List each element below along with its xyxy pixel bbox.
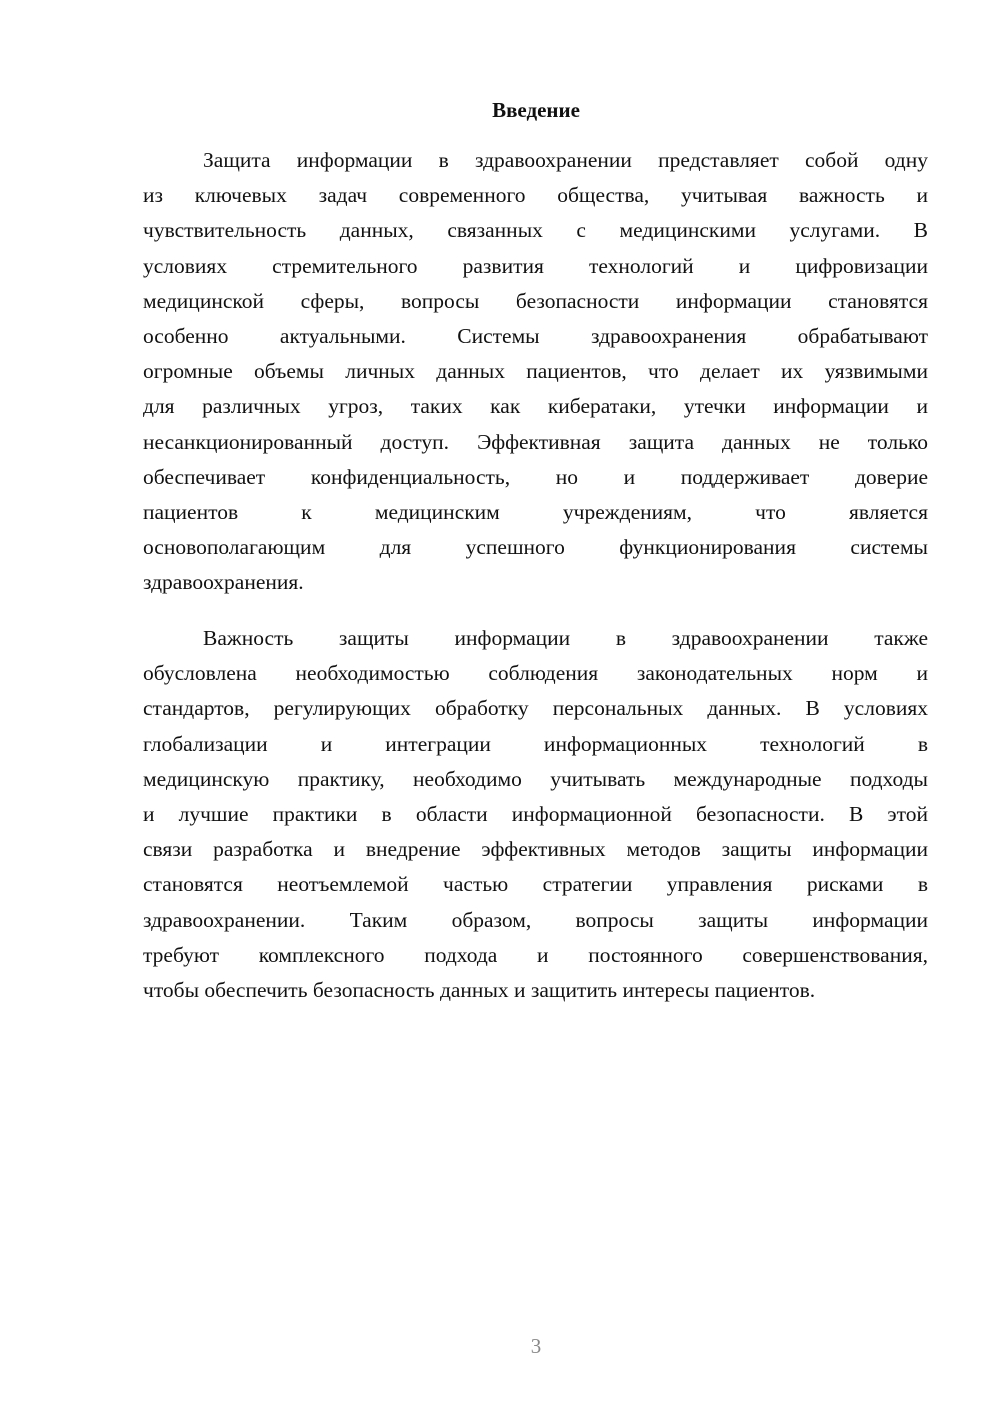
text-line: чувствительность данных, связанных с медицинскими услугами. В: [143, 218, 928, 243]
text-line: основополагающим для успешного функционирования системы: [143, 535, 928, 560]
text-line: несанкционированный доступ. Эффективная защита данных не только: [143, 429, 928, 454]
text-line: здравоохранения.: [143, 570, 304, 595]
text-line: Защита информации в здравоохранении представляет собой одну: [203, 148, 928, 172]
text-line: и лучшие практики в области информационной безопасности. В этой: [143, 801, 928, 826]
page-number: 3: [530, 1334, 542, 1358]
text-line: медицинской сферы, вопросы безопасности информации становятся: [143, 288, 928, 313]
text-line: чтобы обеспечить безопасность данных и защитить интересы пациентов.: [143, 977, 816, 1002]
text-line: из ключевых задач современного общества, учитывая важность и: [143, 183, 928, 208]
text-line: глобализации и интеграции информационных технологий в: [143, 731, 928, 756]
paragraph-1: [143, 143, 928, 600]
text-line: требуют комплексного подхода и постоянного совершенствования,: [143, 942, 928, 967]
text-line: связи разработка и внедрение эффективных методов защиты информации: [143, 837, 928, 862]
section-title: Введение: [492, 98, 580, 122]
text-line: особенно актуальными. Системы здравоохранения обрабатывают: [143, 323, 928, 348]
paragraph-2: [143, 621, 928, 1008]
text-line: здравоохранении. Таким образом, вопросы защиты информации: [143, 907, 928, 932]
text-line: стандартов, регулирующих обработку персональных данных. В условиях: [143, 696, 928, 721]
text-line: обусловлена необходимостью соблюдения законодательных норм и: [143, 661, 928, 686]
text-line: медицинскую практику, необходимо учитывать международные подходы: [143, 766, 928, 791]
text-line: огромные объемы личных данных пациентов, что делает их уязвимыми: [143, 359, 928, 384]
text-line: обеспечивает конфиденциальность, но и поддерживает доверие: [143, 464, 928, 489]
text-line: пациентов к медицинским учреждениям, что является: [143, 499, 928, 524]
text-line: становятся неотъемлемой частью стратегии управления рисками в: [143, 872, 928, 897]
text-line: Важность защиты информации в здравоохранении также: [203, 626, 928, 650]
text-line: для различных угроз, таких как кибератаки, утечки информации и: [143, 394, 928, 419]
text-line: условиях стремительного развития технологий и цифровизации: [143, 253, 928, 278]
